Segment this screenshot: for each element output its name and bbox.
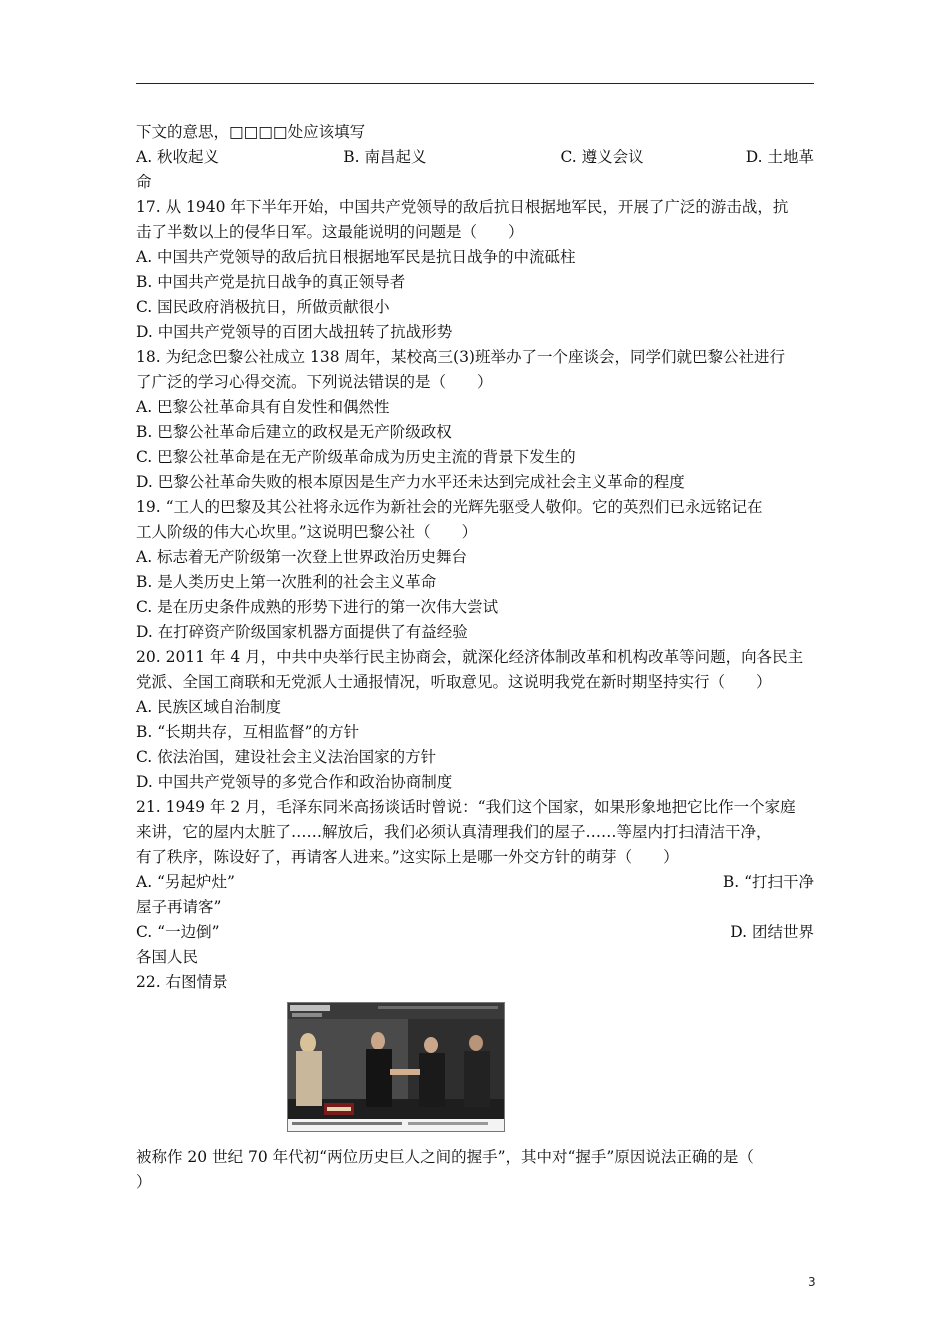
q21-option-d-cont: 各国人民 (136, 948, 199, 966)
q21-options-ab (136, 870, 814, 895)
q22-stem-3: ） (136, 1173, 152, 1191)
q16-option-d: D. 土地革 (745, 148, 814, 166)
q18-stem-2: 了广泛的学习心得交流。下列说法错误的是（ ） (136, 373, 493, 391)
q17-option-d: D. 中国共产党领导的百团大战扭转了抗战形势 (136, 323, 453, 341)
q17-stem-2: 击了半数以上的侵华日军。这最能说明的问题是（ ） (136, 223, 524, 241)
q19-stem-1: 19. “工人的巴黎及其公社将永远作为新社会的光辉先驱受人敬仰。它的英烈们已永远铭记在 (136, 498, 763, 516)
q20-option-c: C. 依法治国，建设社会主义法治国家的方针 (136, 748, 437, 766)
q16-options (136, 145, 814, 170)
q21-option-b-cont: 屋子再请客” (136, 898, 222, 916)
q18-option-a: A. 巴黎公社革命具有自发性和偶然性 (136, 398, 390, 416)
q22-stem-1: 22. 右图情景 (136, 973, 228, 991)
q16-option-c: C. 遵义会议 (560, 148, 644, 166)
q17-option-a: A. 中国共产党领导的敌后抗日根据地军民是抗日战争的中流砥柱 (136, 248, 576, 266)
q20-option-d: D. 中国共产党领导的多党合作和政治协商制度 (136, 773, 453, 791)
q18-option-c: C. 巴黎公社革命是在无产阶级革命成为历史主流的背景下发生的 (136, 448, 576, 466)
q16-option-b: B. 南昌起义 (343, 148, 427, 166)
q21-stem-2: 来讲，它的屋内太脏了……解放后，我们必须认真清理我们的屋子……等屋内打扫清洁干净， (136, 823, 772, 841)
q21-option-c: C. “一边倒” (136, 923, 220, 941)
q20-stem-1: 20. 2011 年 4 月，中共中央举行民主协商会，就深化经济体制改革和机构改革等问题，向各民主 (136, 648, 804, 666)
q17-option-b: B. 中国共产党是抗日战争的真正领导者 (136, 273, 406, 291)
handshake-photo (287, 1002, 505, 1132)
q20-stem-2: 党派、全国工商联和无党派人士通报情况，听取意见。这说明我党在新时期坚持实行（ ） (136, 673, 772, 691)
header-rule (136, 83, 814, 84)
q19-option-a: A. 标志着无产阶级第一次登上世界政治历史舞台 (136, 548, 468, 566)
q18-option-d: D. 巴黎公社革命失败的根本原因是生产力水平还未达到完成社会主义革命的程度 (136, 473, 685, 491)
q19-option-b: B. 是人类历史上第一次胜利的社会主义革命 (136, 573, 437, 591)
exam-content (136, 120, 814, 1195)
q17-option-c: C. 国民政府消极抗日，所做贡献很小 (136, 298, 390, 316)
q21-options-cd (136, 920, 814, 945)
q21-option-a: A. “另起炉灶” (136, 873, 235, 891)
q22-stem-2: 被称作 20 世纪 70 年代初“两位历史巨人之间的握手”，其中对“握手”原因说法正确的是（ (136, 1148, 754, 1166)
q19-option-c: C. 是在历史条件成熟的形势下进行的第一次伟大尝试 (136, 598, 499, 616)
q21-stem-1: 21. 1949 年 2 月，毛泽东同米高扬谈话时曾说：“我们这个国家，如果形象地把它比作一个家庭 (136, 798, 796, 816)
q21-option-d: D. 团结世界 (730, 923, 814, 941)
q16-option-a: A. 秋收起义 (136, 148, 220, 166)
q18-stem-1: 18. 为纪念巴黎公社成立 138 周年，某校高三(3)班举办了一个座谈会，同学们就巴黎公社进行 (136, 348, 785, 366)
q16-option-d-cont: 命 (136, 173, 152, 191)
q19-option-d: D. 在打碎资产阶级国家机器方面提供了有益经验 (136, 623, 468, 641)
q20-option-b: B. “长期共存，互相监督”的方针 (136, 723, 360, 741)
q19-stem-2: 工人阶级的伟大心坎里。”这说明巴黎公社（ ） (136, 523, 478, 541)
q18-option-b: B. 巴黎公社革命后建立的政权是无产阶级政权 (136, 423, 452, 441)
intro-line: 下文的意思，□□□□处应该填写 (136, 123, 366, 141)
q21-option-b: B. “打扫干净 (722, 873, 814, 891)
q20-option-a: A. 民族区域自治制度 (136, 698, 282, 716)
q21-stem-3: 有了秩序，陈设好了，再请客人进来。”这实际上是哪一外交方针的萌芽（ ） (136, 848, 679, 866)
q17-stem-1: 17. 从 1940 年下半年开始，中国共产党领导的敌后抗日根据地军民，开展了广泛的游击战，抗 (136, 198, 789, 216)
page-number: 3 (808, 1275, 816, 1289)
